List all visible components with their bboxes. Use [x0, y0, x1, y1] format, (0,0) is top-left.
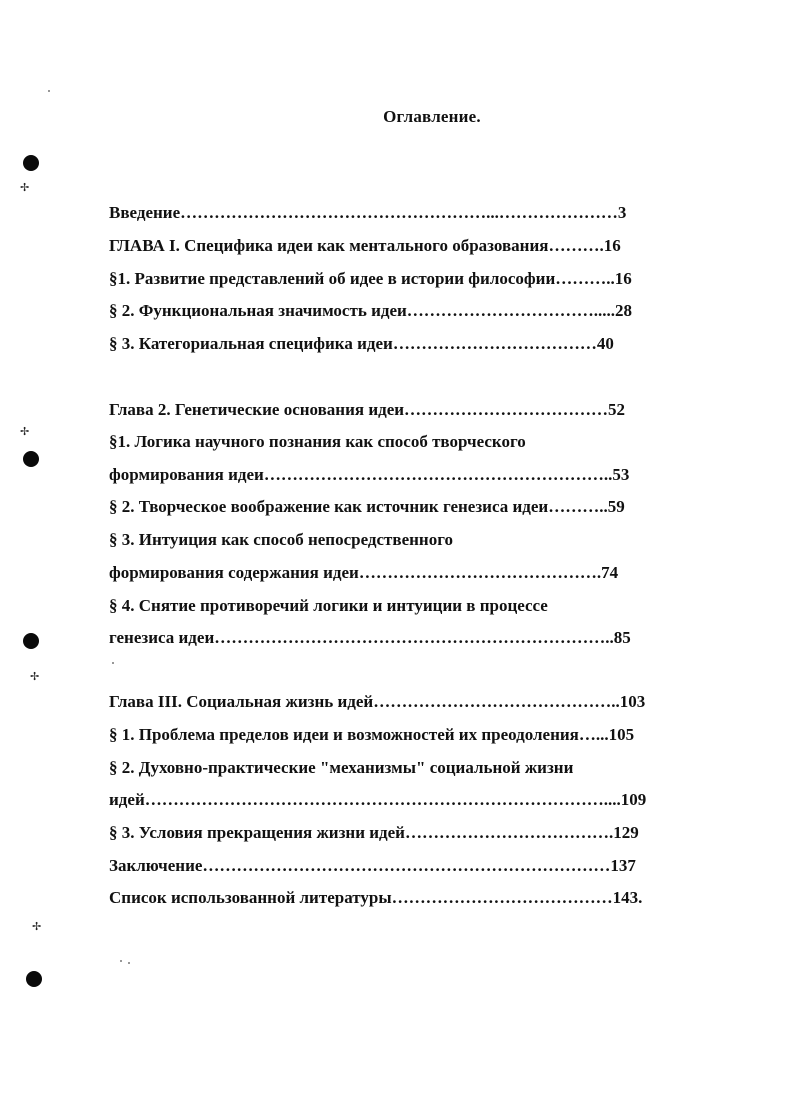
- toc-line-2-1a: §1. Логика научного познания как способ творческого: [109, 432, 526, 451]
- binder-hole: [26, 971, 42, 987]
- scan-speck: [128, 962, 130, 964]
- toc-line-chapter-3: Глава III. Социальная жизнь идей……………………………………..103: [109, 692, 646, 711]
- binder-hole: [23, 155, 39, 171]
- toc-line-chapter-1: ГЛАВА I. Специфика идеи как ментального образования……….16: [109, 236, 621, 255]
- toc-line-2-4b: генезиса идеи……………………………………………………………..85: [109, 628, 631, 647]
- scan-speck: [112, 662, 114, 664]
- toc-line-2-1b: формирования идеи……………………………………………………..53: [109, 465, 630, 484]
- toc-line-3-1: § 1. Проблема пределов идеи и возможностей их преодоления…...105: [109, 725, 635, 744]
- toc-line-3-2a: § 2. Духовно-практические "механизмы" социальной жизни: [109, 758, 574, 777]
- scan-mark-icon: ✢: [20, 181, 30, 194]
- toc-line-1-3: § 3. Категориальная специфика идеи………………………………40: [109, 334, 614, 353]
- toc-line-2-3b: формирования содержания идеи…………………………………….74: [109, 563, 619, 582]
- toc-line-intro: Введение………………………………………………...…………………3: [109, 203, 627, 222]
- toc-line-2-2: § 2. Творческое воображение как источник генезиса идеи………..59: [109, 497, 625, 516]
- toc-line-1-2: § 2. Функциональная значимость идеи…………………………….....28: [109, 301, 633, 320]
- scan-speck: [120, 960, 122, 962]
- binder-hole: [23, 633, 39, 649]
- toc-line-2-3a: § 3. Интуиция как способ непосредственного: [109, 530, 454, 549]
- toc-line-bibliography: Список использованной литературы…………………………………143.: [109, 888, 643, 907]
- toc-line-3-3: § 3. Условия прекращения жизни идей……………………………….129: [109, 823, 639, 842]
- scan-mark-icon: ✢: [20, 425, 30, 438]
- scan-mark-icon: ✢: [32, 920, 42, 933]
- page-title: Оглавление.: [383, 107, 481, 126]
- scan-mark-icon: ✢: [30, 670, 40, 683]
- scan-speck: [48, 90, 50, 92]
- toc-line-conclusion: Заключение………………………………………………………………137: [109, 856, 636, 875]
- toc-line-3-2b: идей………………………………………………………………………....109: [109, 790, 647, 809]
- toc-line-1-1: §1. Развитие представлений об идее в истории философии………..16: [109, 269, 632, 288]
- toc-line-2-4a: § 4. Снятие противоречий логики и интуиции в процессе: [109, 596, 548, 615]
- binder-hole: [23, 451, 39, 467]
- toc-line-chapter-2: Глава 2. Генетические основания идеи………………………………52: [109, 400, 626, 419]
